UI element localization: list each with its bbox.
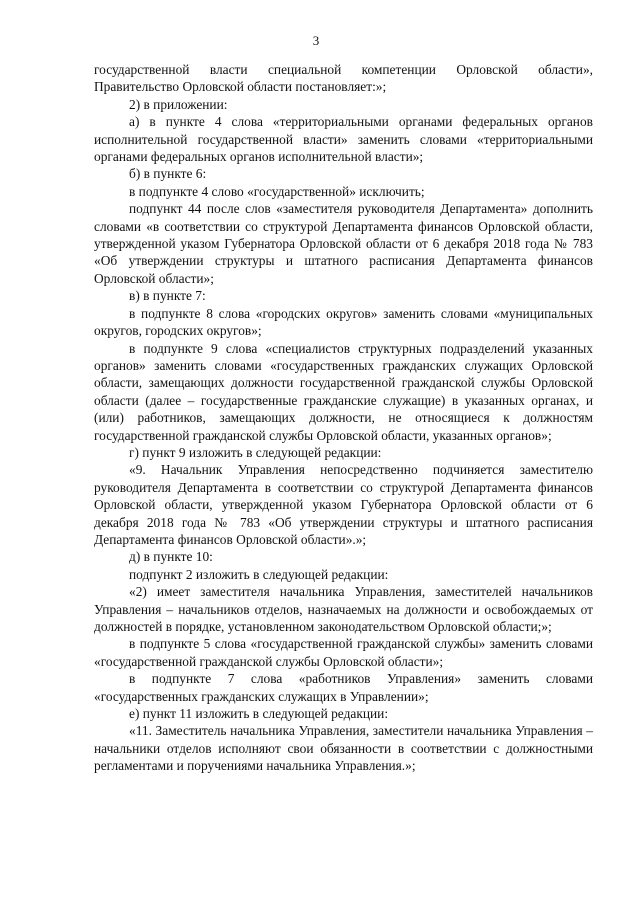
paragraph-item-g: г) пункт 9 изложить в следующей редакции:: [129, 444, 382, 460]
paragraph-subpoint-9: в подпункте 9 слова «специалистов структурных подразделений указанных органов» заменить словами «государственных гражданских служащих Орловской области, замещающих должности государственной гражданской службы Орловской области (далее – государственные гражданские служащие) в указанных органах, и (или) работников, замещающих должности, не относящиеся к должностям государственной гражданской службы Орловской области, указанных органов»;: [94, 340, 593, 443]
paragraph-continuation: государственной власти специальной компетенции Орловской области», Правительство Орловской области постановляет:»;: [94, 62, 593, 95]
paragraph-subpoint-4: в подпункте 4 слово «государственной» исключить;: [129, 183, 425, 199]
paragraph-subpoint-8: в подпункте 8 слова «городских округов» заменить словами «муниципальных округов, городских округов»;: [94, 305, 593, 339]
page-number: 3: [312, 33, 320, 48]
paragraph-item-2: 2) в приложении:: [129, 96, 228, 112]
paragraph-quote-9: «9. Начальник Управления непосредственно подчиняется заместителю руководителя Департамента в соответствии со структурой Департамента финансов Орловской области, утвержденной указом Губернатора Орловской области от 6 декабря 2018 года № 783 «Об утверждении структуры и штатного расписания Департамента финансов Орловской области».»;: [94, 462, 593, 547]
paragraph-subpoint-44: подпункт 44 после слов «заместителя руководителя Департамента» дополнить словами «в соответствии со структурой Департамента финансов Орловской области, утвержденной указом Губернатора Орловской области от 6 декабря 2018 года № 783 «Об утверждении структуры и штатного расписания Департамента финансов Орловской области»;: [94, 201, 593, 286]
paragraph-quote-11: «11. Заместитель начальника Управления, заместители начальника Управления – начальники отделов исполняют свои обязанности в соответствии с должностными регламентами и поручениями начальника Управления.»;: [94, 723, 593, 774]
paragraph-subpoint-5: в подпункте 5 слова «государственной гражданской службы» заменить словами «государственной гражданской службы Орловской области»;: [94, 636, 593, 669]
paragraph-item-e: е) пункт 11 изложить в следующей редакции:: [129, 706, 389, 722]
paragraph-item-v: в) в пункте 7:: [129, 288, 206, 304]
paragraph-subpoint-2: подпункт 2 изложить в следующей редакции:: [129, 566, 389, 582]
paragraph-quote-2: «2) имеет заместителя начальника Управления, заместителей начальников Управления – начальников отделов, назначаемых на должности и освобождаемых от должностей в порядке, установленном законодательством Орловской области;»;: [94, 584, 593, 634]
paragraph-item-a: а) в пункте 4 слова «территориальными органами федеральных органов исполнительной государственной власти» заменить словами «территориальными органами федеральных органов исполнительной власти»;: [94, 114, 593, 165]
paragraph-item-b: б) в пункте 6:: [129, 166, 207, 182]
paragraph-item-d: д) в пункте 10:: [129, 549, 213, 565]
document-body: [94, 61, 593, 775]
paragraph-subpoint-7: в подпункте 7 слова «работников Управления» заменить словами «государственных гражданских служащих в Управлении»;: [94, 671, 593, 704]
